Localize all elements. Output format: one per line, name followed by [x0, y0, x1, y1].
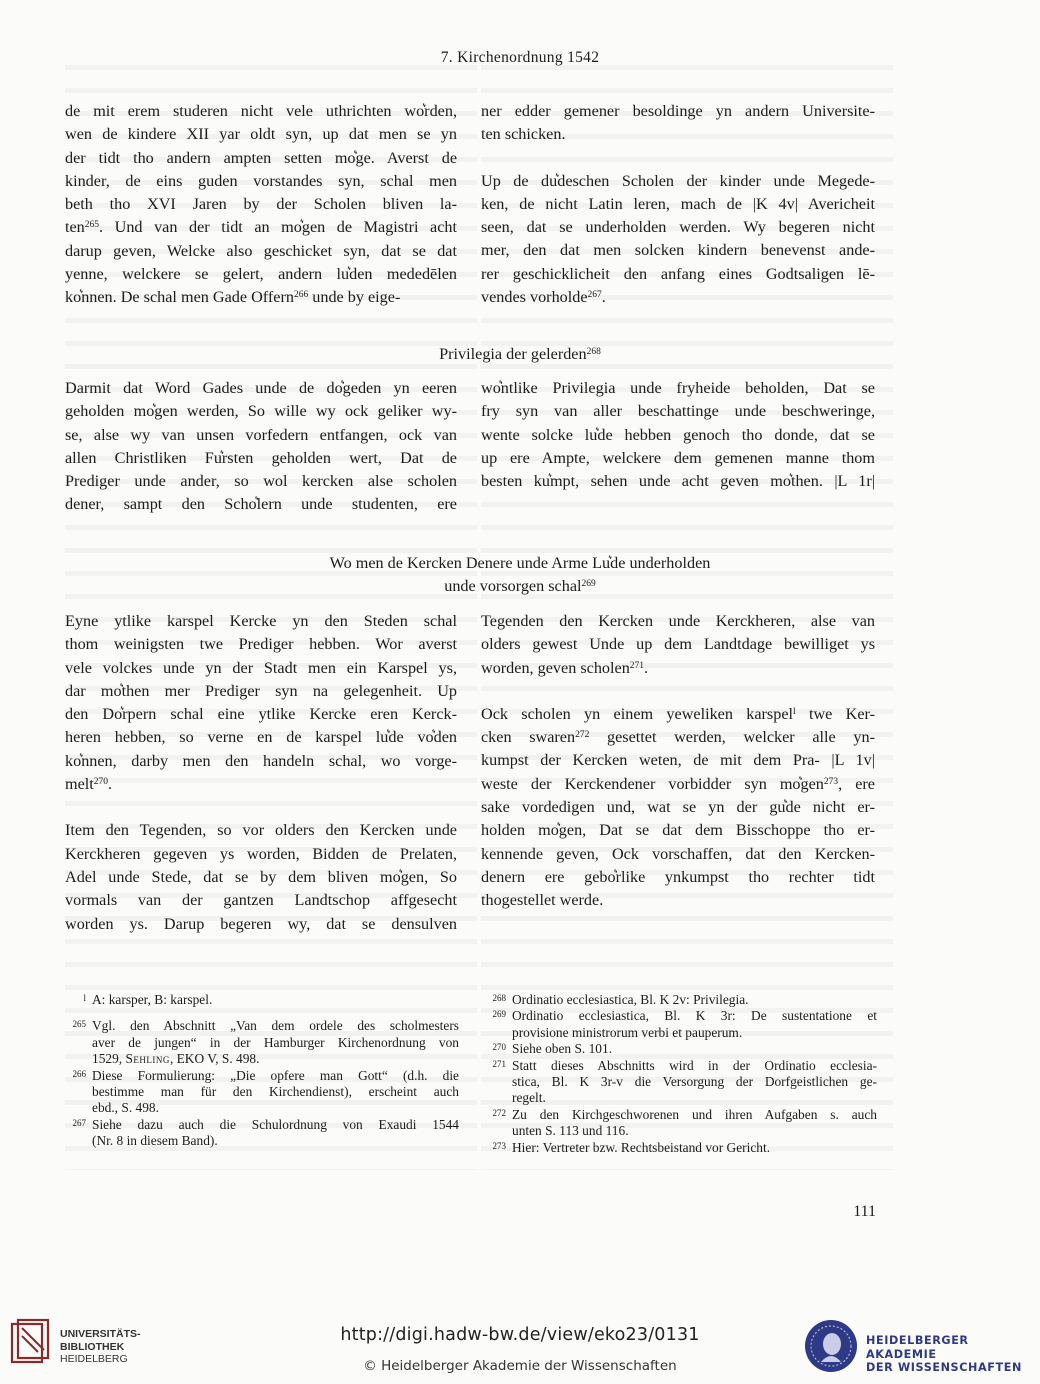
text-line: ten$^{265}$. Und van der tidt an mo͛gen de Magistri acht	[65, 218, 457, 237]
footnote	[65, 1117, 459, 1150]
text-line: kennende geven, Ock vorschaffen, dat den Kercken-	[481, 844, 875, 863]
paragraph-gap	[481, 147, 875, 170]
text-line: Eyne ytlike karspel Kercke yn den Steden schal	[65, 612, 457, 630]
text-line: cken swaren$^{272}$ gesettet werden, welcker alle yn-	[481, 728, 875, 747]
text-line: besten ku͛mpt, sehen unde acht geven mo͛then. |L 1r|	[481, 472, 875, 491]
text-line: denern ere gebo͛rlike ynkumpst tho rechter tidt	[481, 867, 875, 886]
copyright-notice: © Heidelberger Akademie der Wissenschaften	[363, 1358, 677, 1374]
text-line: ko͛nnen, darby men den handeln schal, wo vorge-	[65, 751, 457, 770]
running-head: 7. Kirchenordnung 1542	[440, 49, 600, 66]
text-line: rer geschicklicheit den anfang eines Godtsaligen lē-	[481, 264, 875, 283]
footnote	[485, 1140, 877, 1156]
footnote-number: 267	[72, 1117, 86, 1128]
text-line: Prediger unde ander, so wol kercken alse scholen	[65, 472, 457, 491]
section-title-privilegia: Privilegia der gelerden$^{268}$	[439, 345, 601, 363]
text-line: kinder, de eins guden vorstandes syn, schal men	[65, 171, 457, 190]
paragraph-gap	[481, 680, 875, 703]
footnote-line: Hier: Vertreter bzw. Rechtsbeistand vor Gericht.	[512, 1139, 771, 1155]
footnote-line: A: karsper, B: karspel.	[92, 992, 213, 1007]
footnote-ref: 265	[84, 220, 100, 231]
footnote-ref: 271	[629, 660, 645, 671]
text-line: darup geven, Welcke also geschicket syn, dat se dat	[65, 241, 457, 260]
footnote-line: Vgl. den Abschnitt „Van dem ordele des scholmesters	[92, 1018, 459, 1034]
footnote-line: Siehe dazu auch die Schulordnung von Exaudi 1544	[92, 1116, 459, 1132]
academy-seal-icon[interactable]	[805, 1320, 857, 1372]
footnote-number: 266	[72, 1068, 86, 1079]
paragraph-gap	[65, 796, 457, 819]
text-line: Darmit dat Word Gades unde de do͛geden yn eeren	[65, 379, 457, 397]
text-line: ko͛nnen. De schal men Gade Offern$^{266}$ unde by eige-	[65, 288, 401, 307]
footnote-ref: 267	[587, 290, 602, 301]
text-line: dar mo͛then mer Prediger syn na gelegenheit. Up	[65, 681, 457, 700]
footnote-number: 268	[492, 993, 506, 1003]
footnote-ref: l	[793, 706, 796, 717]
footnote-line: 1529, Sehling, EKO V, S. 498.	[92, 1051, 260, 1067]
section-title-kercken-denere-line2: unde vorsorgen schal$^{269}$	[444, 577, 596, 595]
text-line: ken, de nicht Latin leren, mach de |K 4v| Avericheit	[481, 194, 875, 213]
text-line: geholden mo͛gen werden, So wille wy ock geliker wy-	[65, 402, 457, 421]
text-line: der tidt tho andern ampten setten mo͛ge. Averst de	[65, 148, 457, 167]
footnote	[485, 992, 877, 1008]
footnote	[65, 992, 459, 1008]
privilegia-right-column	[481, 377, 875, 493]
footnote-line: stica, Bl. K 3r-v die Versorgung der Dorfgeistlichen ge-	[512, 1074, 877, 1090]
footnote-ref: 268	[586, 347, 601, 357]
footnote-line: aver de jungen“ in der Hamburger Kirchenordnung von	[92, 1034, 459, 1050]
footnote-line: Diese Formulierung: „Die opfere man Gott“ (d.h. die	[92, 1067, 459, 1083]
text-line: olders gewest Unde up dem Landtdage bewilliget ys	[481, 635, 875, 654]
university-library-name: UNIVERSITÄTS- BIBLIOTHEK HEIDELBERG	[60, 1328, 141, 1365]
footnote-number: 270	[492, 1042, 506, 1053]
text-line: Item den Tegenden, so vor olders den Kercken unde	[65, 821, 457, 840]
text-line: se, alse wy van unsen vorfedern entfangen, ock van	[65, 425, 457, 444]
text-line: Adel unde Stede, dat se by dem bliven mo͛gen, So	[65, 867, 457, 886]
footnote-line: Statt dieses Abschnitts wird in der Ordinatio ecclesia-	[512, 1057, 877, 1073]
footnote-ref: 272	[575, 730, 590, 741]
text-line: wo͛ntlike Privilegia unde fryheide beholden, Dat se	[481, 379, 875, 397]
kercken-right-column	[481, 610, 875, 913]
footnote-number: 271	[492, 1058, 506, 1069]
text-line: allen Christliken Fu͛rsten geholden wert, Dat de	[65, 448, 457, 467]
page-number: 111	[853, 1203, 876, 1220]
footnote-line: provisione ministrorum verbi et pauperum.	[512, 1024, 743, 1040]
text-line: wente solcke lu͛de hebben genoch tho donde, dat se	[481, 425, 875, 444]
footnote	[65, 1018, 459, 1067]
section-title-kercken-denere-line1: Wo men de Kercken Denere unde Arme Lu͛de underholden	[329, 554, 711, 572]
footnote	[65, 1068, 459, 1117]
footnote-line: unten S. 113 und 116.	[512, 1123, 629, 1139]
text-line: thom weinigsten twe Prediger hebben. Wor averst	[65, 635, 457, 654]
footnote-number: 273	[492, 1140, 506, 1151]
privilegia-left-column	[65, 377, 457, 517]
text-line: ner edder gemener besoldinge yn andern Universite-	[481, 102, 875, 120]
text-line: den Do͛rpern schal eine ytlike Kercke eren Kerck-	[65, 705, 457, 724]
text-line: vele volckes unde yn der Stadt men ein Karspel ys,	[65, 658, 457, 677]
text-line: Ock scholen yn einem yeweliken karspel$^l$ twe Ker-	[481, 704, 875, 723]
footnotes-right	[485, 992, 877, 1156]
text-line: dener, sampt den Scho͛lern unde studenten, ere	[65, 495, 457, 514]
footnote-line: Ordinatio ecclesiastica, Bl. K 2v: Privilegia.	[512, 992, 749, 1007]
footnote-ref: 273	[823, 776, 839, 787]
footnote	[485, 1008, 877, 1041]
academy-name: HEIDELBERGER AKADEMIE DER WISSENSCHAFTEN	[866, 1334, 1022, 1374]
text-line: de mit erem studeren nicht vele uthrichten wo͛rden,	[65, 102, 457, 120]
text-line: melt$^{270}$.	[65, 775, 113, 794]
footnote-line: regelt.	[512, 1090, 546, 1106]
kercken-left-column	[65, 610, 457, 936]
text-line: up ere Ampte, welckere dem gemenen manne thom	[481, 448, 875, 467]
footnote-number: 269	[492, 1009, 506, 1020]
footnotes-left	[65, 992, 459, 1150]
footnote-line: bestimme man für den Kirchendienst), erscheint auch	[92, 1084, 459, 1100]
footnote-line: Siehe oben S. 101.	[512, 1041, 613, 1057]
text-line: ten schicken.	[481, 125, 566, 144]
text-line: sake vordedigen und, wat se yn der gu͛de nicht er-	[481, 798, 875, 817]
text-line: fry syn van aller beschattinge unde beschweringe,	[481, 402, 875, 421]
text-line: wen de kindere XII yar oldt syn, up dat men se yn	[65, 125, 457, 144]
text-line: Kerckheren gegeven ys worden, Bidden de Prelaten,	[65, 844, 457, 863]
footnote-number: 265	[72, 1019, 86, 1030]
footnote-ref: 266	[293, 290, 309, 301]
text-line: thogestellet werde.	[481, 891, 604, 910]
permalink-url[interactable]: http://digi.hadw-bw.de/view/eko23/0131	[340, 1325, 700, 1345]
text-line: Up de du͛deschen Scholen der kinder unde Megede-	[481, 171, 875, 190]
text-line: mer, den dat men solcken kindern benevenst ande-	[481, 241, 875, 260]
footnote	[485, 1041, 877, 1057]
footnote-number: l	[83, 993, 86, 1003]
footnote-number: 272	[492, 1107, 506, 1118]
text-line: weste der Kerckendener vorbidder syn mo͛gen$^{273}$, ere	[481, 774, 875, 793]
footnote	[485, 1107, 877, 1140]
text-line: worden ys. Darup begeren wy, dat se densulven	[65, 914, 457, 933]
footnote	[485, 1058, 877, 1107]
footnote-ref: 270	[93, 777, 109, 788]
footnote-line: ebd., S. 498.	[92, 1100, 159, 1116]
text-line: beth tho XVI Jaren by der Scholen bliven la-	[65, 195, 457, 214]
text-line: yenne, welckere se gelert, andern lu͛den mededēlen	[65, 265, 457, 284]
text-line: vormals van der gantzen Landtschop affgesecht	[65, 891, 457, 910]
footnote-line: Ordinatio ecclesiastica, Bl. K 3r: De sustentatione et	[512, 1008, 877, 1024]
footnote-ref: 269	[581, 579, 596, 589]
top-left-column	[65, 100, 457, 310]
text-line: seen, dat se underholden werden. Wy begeren nicht	[481, 218, 875, 237]
text-line: Tegenden den Kercken unde Kerckheren, alse van	[481, 612, 875, 630]
text-line: kumpst der Kercken weten, de mit dem Pra- |L 1v|	[481, 751, 875, 770]
top-right-column	[481, 100, 875, 309]
text-line: worden, geven scholen$^{271}$.	[481, 658, 649, 677]
text-line: holden mo͛gen, Dat se dat dem Bisschoppe tho er-	[481, 821, 875, 840]
text-line: vendes vorholde$^{267}$.	[481, 288, 606, 307]
text-line: heren hebben, so verne en de karspel lu͛de vo͛den	[65, 728, 457, 747]
footnote-line: Zu den Kirchgeschworenen und ihren Aufgaben s. auch	[512, 1106, 877, 1122]
footnote-line: (Nr. 8 in diesem Band).	[92, 1133, 218, 1149]
